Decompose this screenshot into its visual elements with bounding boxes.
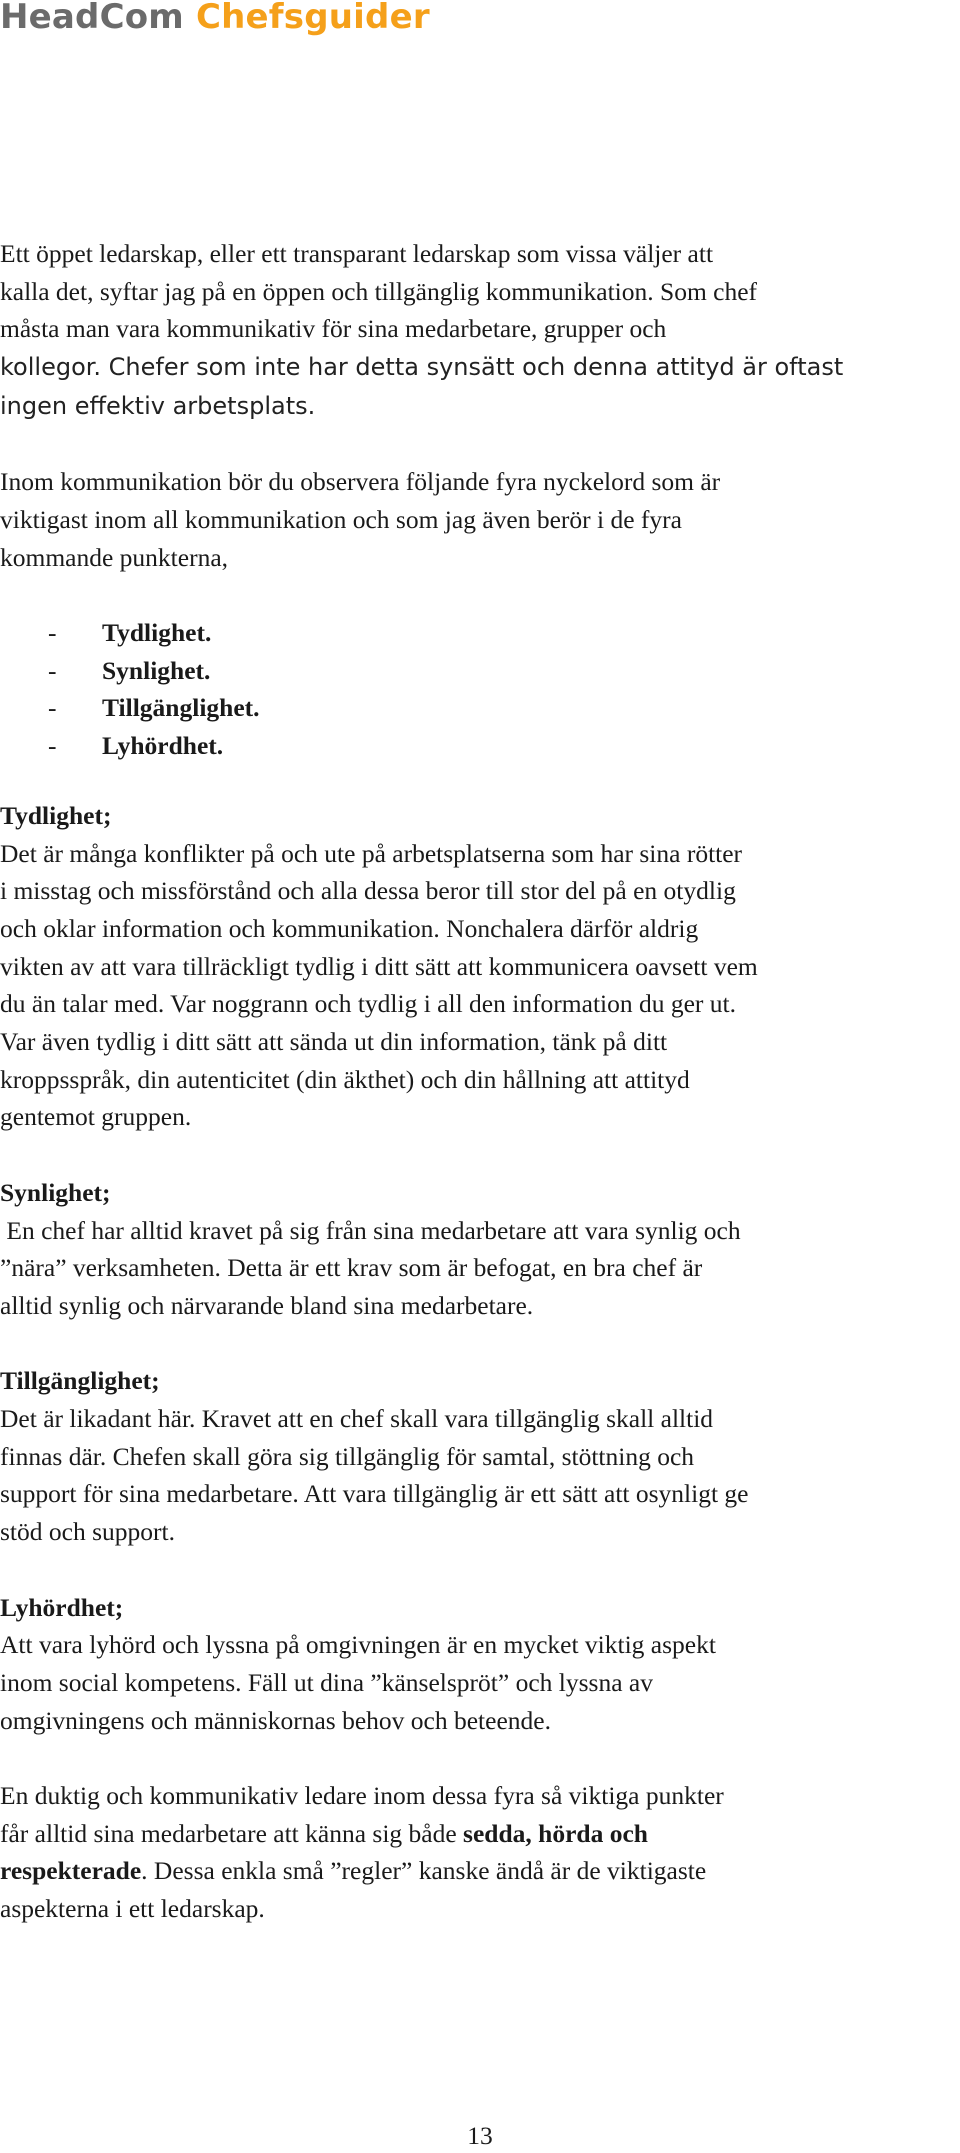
text-line: måsta man vara kommunikativ för sina medarbetare, grupper och xyxy=(0,314,667,344)
list-dash: - xyxy=(48,655,57,685)
keyword-item xyxy=(0,652,960,690)
section-lyhordhet xyxy=(0,1589,960,1740)
section-heading: Tydlighet; xyxy=(0,800,112,830)
list-dash: - xyxy=(48,693,57,723)
keyword-list xyxy=(0,614,960,765)
text-line: kollegor. Chefer som inte har detta synsätt och denna attityd är oftast xyxy=(0,353,844,382)
keyword-label: Tydlighet. xyxy=(102,618,212,647)
text-line: Ett öppet ledarskap, eller ett transparant ledarskap som vissa väljer att xyxy=(0,239,714,268)
text-line: gentemot gruppen. xyxy=(0,1102,192,1132)
page-number: 13 xyxy=(467,2121,493,2150)
brand-logo xyxy=(0,0,430,37)
text-line: och oklar information och kommunikation. Nonchalera därför aldrig xyxy=(0,913,699,943)
list-dash: - xyxy=(48,731,57,761)
text-line: En duktig och kommunikativ ledare inom dessa fyra så viktiga punkter xyxy=(0,1781,724,1811)
text-line: stöd och support. xyxy=(0,1517,175,1547)
text-line: inom social kompetens. Fäll ut dina ”känselspröt” och lyssna av xyxy=(0,1667,653,1697)
section-tillganglighet xyxy=(0,1362,960,1551)
text-line: kroppsspråk, din autenticitet (din äkthet) och din hållning att attityd xyxy=(0,1064,690,1094)
text-line: du än talar med. Var noggrann och tydlig i all den information du ger ut. xyxy=(0,989,737,1019)
intro-paragraph-1 xyxy=(0,235,960,426)
text-line: . Dessa enkla små ”regler” kanske ändå är de viktigaste xyxy=(141,1856,707,1886)
text-line: vikten av att vara tillräckligt tydlig i ditt sätt att kommunicera oavsett vem xyxy=(0,951,758,981)
text-line: Var även tydlig i ditt sätt att sända ut din information, tänk på ditt xyxy=(0,1027,668,1057)
text-line: Inom kommunikation bör du observera följande fyra nyckelord som är xyxy=(0,467,721,497)
keyword-label: Tillgänglighet. xyxy=(102,693,260,723)
section-tydlighet xyxy=(0,797,960,1136)
text-line: kommande punkterna, xyxy=(0,542,229,572)
section-heading: Lyhördhet; xyxy=(0,1592,124,1622)
intro-paragraph-2 xyxy=(0,463,960,576)
text-line: finnas där. Chefen skall göra sig tillgänglig för samtal, stöttning och xyxy=(0,1441,695,1471)
keyword-label: Lyhördhet. xyxy=(102,731,224,761)
section-synlighet xyxy=(0,1174,960,1325)
text-line: i misstag och missförstånd och alla dessa beror till stor del på en otydlig xyxy=(0,876,736,906)
page-content xyxy=(0,235,960,1928)
list-dash: - xyxy=(48,618,57,647)
text-line: omgivningens och människornas behov och beteende. xyxy=(0,1705,551,1735)
text-line: En chef har alltid kravet på sig från sina medarbetare att vara synlig och xyxy=(0,1215,741,1245)
brand-name-headcom: HeadCom xyxy=(0,0,184,37)
text-line: får alltid sina medarbetare att känna sig både xyxy=(0,1818,464,1848)
text-line: Att vara lyhörd och lyssna på omgivningen är en mycket viktig aspekt xyxy=(0,1630,716,1660)
emphasis-text: respekterade xyxy=(0,1856,142,1886)
text-line: aspekterna i ett ledarskap. xyxy=(0,1894,265,1924)
text-line: kalla det, syftar jag på en öppen och tillgänglig kommunikation. Som chef xyxy=(0,276,758,306)
section-heading: Tillgänglighet; xyxy=(0,1366,160,1396)
brand-name-chefsguider: Chefsguider xyxy=(195,0,430,37)
text-line: viktigast inom all kommunikation och som jag även berör i de fyra xyxy=(0,504,682,534)
section-heading: Synlighet; xyxy=(0,1177,111,1207)
text-line: Det är många konflikter på och ute på arbetsplatserna som har sina rötter xyxy=(0,838,743,868)
keyword-item xyxy=(0,689,960,727)
text-line: ”nära” verksamheten. Detta är ett krav som är befogat, en bra chef är xyxy=(0,1253,703,1283)
keyword-label: Synlighet. xyxy=(102,655,211,685)
text-line: alltid synlig och närvarande bland sina medarbetare. xyxy=(0,1290,534,1320)
emphasis-text: sedda, hörda och xyxy=(463,1818,648,1848)
keyword-item xyxy=(0,614,960,652)
keyword-item xyxy=(0,727,960,765)
text-line: ingen effektiv arbetsplats. xyxy=(0,391,316,420)
text-line: Det är likadant här. Kravet att en chef skall vara tillgänglig skall alltid xyxy=(0,1404,714,1434)
conclusion-paragraph xyxy=(0,1777,960,1928)
text-line: support för sina medarbetare. Att vara tillgänglig är ett sätt att osynligt ge xyxy=(0,1479,749,1509)
